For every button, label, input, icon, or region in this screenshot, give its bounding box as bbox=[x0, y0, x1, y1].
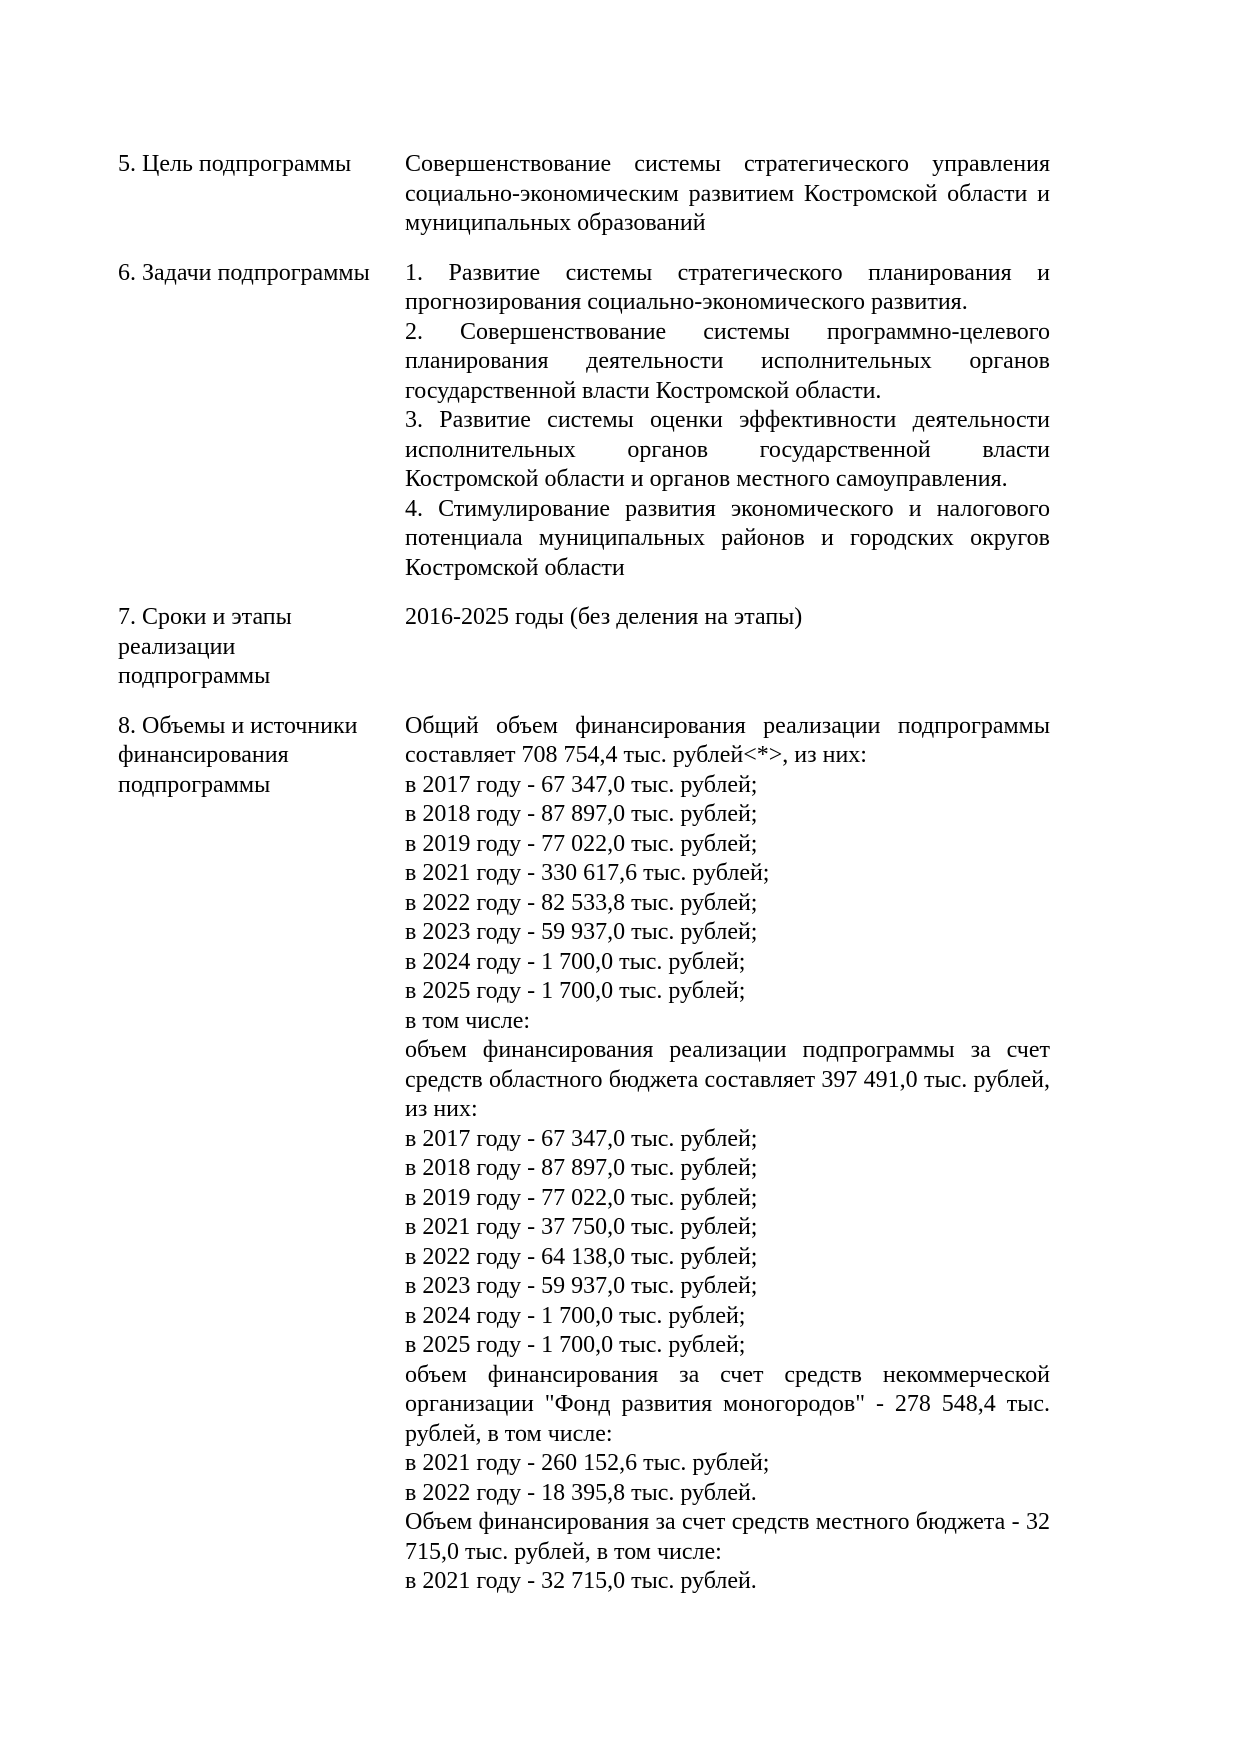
paragraph: в 2022 году - 82 533,8 тыс. рублей; bbox=[405, 889, 758, 916]
row-content bbox=[405, 150, 1050, 239]
paragraph: объем финансирования реализации подпрограммы за счет средств областного бюджета составляет 397 491,0 тыс. рублей, из них: bbox=[405, 1037, 1050, 1122]
passport-row bbox=[118, 603, 1050, 692]
passport-row bbox=[118, 150, 1050, 239]
row-content bbox=[405, 712, 1050, 1597]
row-label: 8. Объемы и источники финансирования подпрограммы bbox=[118, 712, 358, 798]
paragraph: 2016-2025 годы (без деления на этапы) bbox=[405, 604, 803, 630]
paragraph: в 2021 году - 330 617,6 тыс. рублей; bbox=[405, 860, 770, 886]
paragraph: в 2024 году - 1 700,0 тыс. рублей; bbox=[405, 948, 746, 975]
passport-row bbox=[118, 259, 1050, 584]
subprogram-passport-table bbox=[118, 150, 1050, 1597]
passport-row bbox=[118, 712, 1050, 1597]
paragraph: 4. Стимулирование развития экономического и налогового потенциала муниципальных районов и городских округов Костромской области bbox=[405, 495, 1050, 581]
paragraph: в 2017 году - 67 347,0 тыс. рублей; bbox=[405, 1125, 758, 1152]
paragraph: в 2021 году - 32 715,0 тыс. рублей. bbox=[405, 1568, 757, 1594]
paragraph: в 2019 году - 77 022,0 тыс. рублей; bbox=[405, 830, 758, 857]
paragraph: в 2025 году - 1 700,0 тыс. рублей; bbox=[405, 1332, 746, 1358]
paragraph: 2. Совершенствование системы программно-целевого планирования деятельности исполнительных органов государственной власти Костромской области. bbox=[405, 318, 1050, 404]
paragraph: в 2017 году - 67 347,0 тыс. рублей; bbox=[405, 771, 758, 798]
paragraph: в 2023 году - 59 937,0 тыс. рублей; bbox=[405, 919, 758, 945]
paragraph: 1. Развитие системы стратегического планирования и прогнозирования социально-экономического развития. bbox=[405, 259, 1050, 315]
paragraph: в 2022 году - 18 395,8 тыс. рублей. bbox=[405, 1479, 757, 1506]
paragraph: объем финансирования за счет средств некоммерческой организации "Фонд развития моногородов" - 278 548,4 тыс. рублей, в том числе: bbox=[405, 1361, 1050, 1447]
paragraph: в 2021 году - 37 750,0 тыс. рублей; bbox=[405, 1214, 758, 1240]
paragraph: 3. Развитие системы оценки эффективности деятельности исполнительных органов государственной власти Костромской области и органов местного самоуправления. bbox=[405, 407, 1050, 492]
paragraph: в том числе: bbox=[405, 1007, 531, 1034]
paragraph: Объем финансирования за счет средств местного бюджета - 32 715,0 тыс. рублей, в том числе: bbox=[405, 1509, 1050, 1565]
paragraph: в 2019 году - 77 022,0 тыс. рублей; bbox=[405, 1184, 758, 1211]
row-label: 6. Задачи подпрограммы bbox=[118, 259, 370, 286]
paragraph: в 2023 году - 59 937,0 тыс. рублей; bbox=[405, 1273, 758, 1299]
paragraph: в 2021 году - 260 152,6 тыс. рублей; bbox=[405, 1450, 770, 1476]
paragraph: в 2025 году - 1 700,0 тыс. рублей; bbox=[405, 978, 746, 1004]
paragraph: в 2024 году - 1 700,0 тыс. рублей; bbox=[405, 1302, 746, 1329]
paragraph: Совершенствование системы стратегического управления социально-экономическим развитием Костромской области и муниципальных образований bbox=[405, 151, 1050, 236]
row-label: 7. Сроки и этапы реализации подпрограммы bbox=[118, 604, 292, 689]
row-content bbox=[405, 259, 1050, 584]
row-label: 5. Цель подпрограммы bbox=[118, 151, 352, 177]
row-content bbox=[405, 603, 1050, 633]
paragraph: в 2022 году - 64 138,0 тыс. рублей; bbox=[405, 1243, 758, 1270]
paragraph: в 2018 году - 87 897,0 тыс. рублей; bbox=[405, 801, 758, 827]
paragraph: в 2018 году - 87 897,0 тыс. рублей; bbox=[405, 1155, 758, 1181]
paragraph: Общий объем финансирования реализации подпрограммы составляет 708 754,4 тыс. рублей<*>, из них: bbox=[405, 712, 1050, 768]
